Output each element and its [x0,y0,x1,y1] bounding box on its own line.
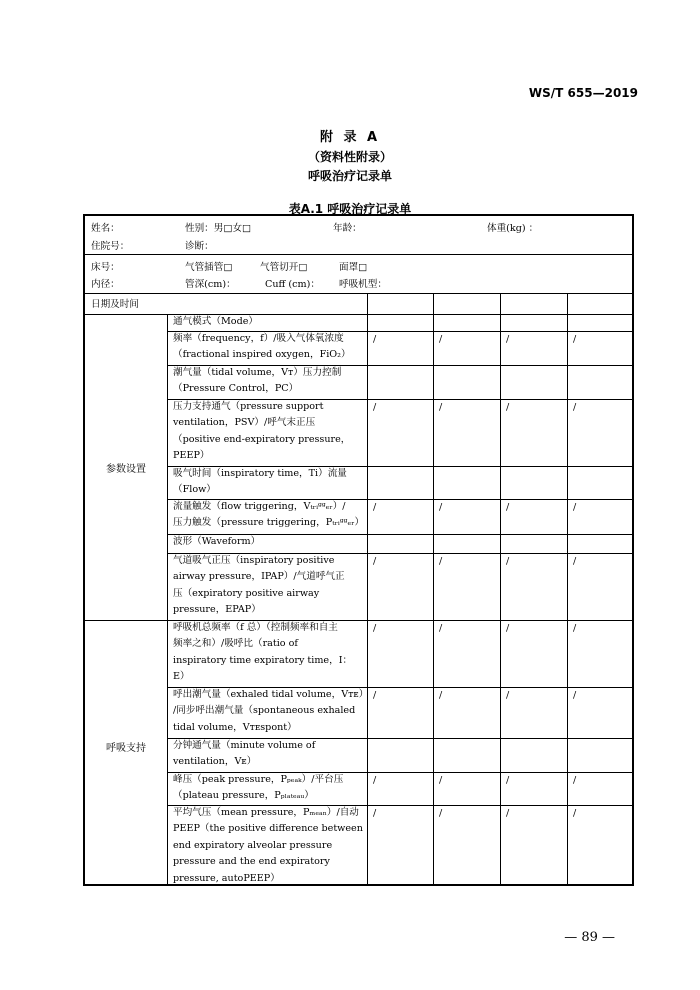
parameter-text-line: E） [173,671,190,683]
parameter-cell [173,620,352,686]
record-table [83,214,634,886]
parameter-text-line: PEEP（the positive difference between [173,823,363,835]
slash-mark: / [439,808,443,819]
slash-mark: / [573,334,577,345]
slash-mark: / [373,402,377,413]
slash-mark: / [373,808,377,819]
parameter-cell [173,365,341,398]
slash-mark: / [439,502,443,513]
slash-mark: / [506,775,510,786]
parameter-cell [173,534,260,550]
standard-number: WS/T 655—2019 [528,86,638,100]
parameter-text-line: 流量触发（flow triggering，Vₜᵣᵢᵍᵍₑᵣ）/ [173,501,346,512]
parameter-text-line: ventilation，Vᴇ） [173,756,257,768]
appendix-nature: （资料性附录） [307,150,392,164]
divider [85,293,632,294]
sex-field: 性别：男□女□ [185,223,252,234]
slash-mark: / [506,623,510,634]
slash-mark: / [573,808,577,819]
parameter-text-line: pressure, autoPEEP） [173,872,280,884]
parameter-text-line: 呼出潮气量（exhaled tidal volume，Vᴛᴇ） [173,689,369,700]
slash-mark: / [573,502,577,513]
slash-mark: / [506,690,510,701]
parameter-text-line: 频率之和）/吸呼比（ratio of [173,638,298,650]
slash-mark: / [439,556,443,567]
slash-mark: / [439,690,443,701]
parameter-text-line: pressure and the end expiratory [173,856,330,868]
table-caption: 表A.1 呼吸治疗记录单 [288,202,412,216]
slash-mark: / [439,623,443,634]
slash-mark: / [573,402,577,413]
parameter-text-line: PEEP） [173,450,210,462]
parameter-cell [173,466,347,499]
hospital-number-label: 住院号： [91,241,130,252]
weight-label: 体重(kg) ： [487,223,539,234]
parameter-text-line: pressure，EPAP） [173,604,261,616]
divider [500,293,501,884]
parameter-text-line: 压力支持通气（pressure support [173,401,324,412]
parameter-text-line: 平均气压（mean pressure，Pₘₑₐₙ）/自动 [173,807,359,818]
divider [85,254,632,255]
parameter-text-line: 压力触发（pressure triggering，Pₜᵣᵢᵍᵍₑᵣ） [173,517,365,529]
slash-mark: / [439,775,443,786]
datetime-label: 日期及时间 [91,299,139,310]
slash-mark: / [373,334,377,345]
slash-mark: / [439,334,443,345]
group-label-respiratory-support: 呼吸支持 [106,743,146,754]
appendix-title: 附 录 A [319,130,381,145]
mask-option: 面罩□ [339,262,368,273]
parameter-text-line: （Flow） [173,484,216,496]
parameter-cell [173,805,363,887]
slash-mark: / [506,402,510,413]
parameter-text-line: 分钟通气量（minute volume of [173,740,316,751]
parameter-text-line: （plateau pressure，Pₚₗₐₜₑₐᵤ） [173,790,314,802]
parameter-cell [173,331,351,364]
parameter-text-line: 通气模式（Mode） [173,316,258,327]
document-title: 呼吸治疗记录单 [307,169,392,183]
ventilator-model-label: 呼吸机型： [339,279,387,290]
slash-mark: / [506,556,510,567]
inner-diameter-label: 内径： [91,279,120,290]
parameter-text-line: /同步呼出潮气量（spontaneous exhaled [173,705,356,717]
parameter-text-line: 呼吸机总频率（f 总）（控制频率和自主 [173,622,338,633]
bed-number-label: 床号： [91,262,120,273]
parameter-text-line: end expiratory alveolar pressure [173,839,333,851]
intubation-option: 气管插管□ [185,262,233,273]
slash-mark: / [573,775,577,786]
page-number: — 89 — [564,930,615,945]
parameter-text-line: 波形（Waveform） [173,536,261,547]
parameter-text-line: 潮气量（tidal volume，Vᴛ）压力控制 [173,367,342,378]
slash-mark: / [373,502,377,513]
parameter-text-line: ventilation，PSV）/呼气末正压 [173,417,316,429]
age-label: 年龄： [333,223,362,234]
cuff-label: Cuff (cm)： [265,279,320,290]
parameter-text-line: airway pressure，IPAP）/气道呼气正 [173,571,345,583]
parameter-text-line: （positive end-expiratory pressure， [173,433,351,445]
parameter-text-line: 频率（frequency，f）/吸入气体氧浓度 [173,333,344,344]
parameter-cell [173,687,368,736]
parameter-cell [173,399,350,465]
slash-mark: / [506,808,510,819]
group-label-parameters: 参数设置 [106,464,146,475]
slash-mark: / [439,402,443,413]
slash-mark: / [573,556,577,567]
parameter-text-line: （Pressure Control，PC） [173,383,299,395]
tracheotomy-option: 气管切开□ [260,262,308,273]
slash-mark: / [373,556,377,567]
divider [433,293,434,884]
parameter-text-line: inspiratory time expiratory time，I： [173,654,353,666]
parameter-cell [173,314,258,330]
slash-mark: / [573,690,577,701]
parameter-text-line: 吸气时间（inspiratory time，Ti）流量 [173,468,347,479]
tube-depth-label: 管深(cm)： [185,279,236,290]
diagnosis-label: 诊断： [185,241,214,252]
parameter-cell [173,499,364,532]
slash-mark: / [373,690,377,701]
parameter-cell [173,772,343,805]
parameter-text-line: 气道吸气正压（inspiratory positive [173,555,335,566]
slash-mark: / [573,623,577,634]
slash-mark: / [373,775,377,786]
slash-mark: / [506,334,510,345]
divider [567,293,568,884]
divider [367,293,368,884]
parameter-cell [173,738,315,771]
slash-mark: / [506,502,510,513]
parameter-text-line: tidal volume，Vᴛᴇspont） [173,721,297,733]
name-label: 姓名： [91,223,120,234]
slash-mark: / [373,623,377,634]
parameter-text-line: （fractional inspired oxygen，FiO₂） [173,349,351,361]
parameter-cell [173,553,345,619]
parameter-text-line: 压（expiratory positive airway [173,587,320,599]
parameter-text-line: 峰压（peak pressure，Pₚₑₐₖ）/平台压 [173,774,344,785]
